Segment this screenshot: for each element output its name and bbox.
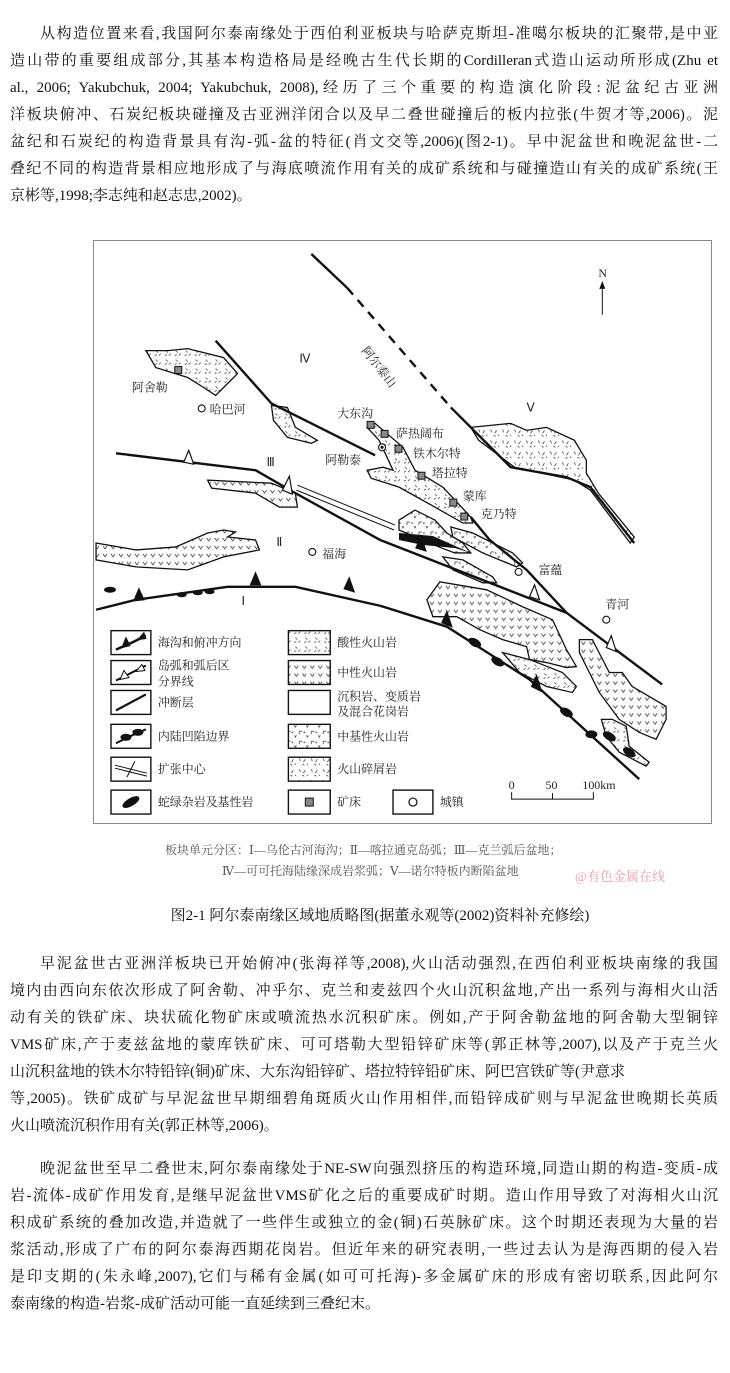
paragraph-3	[10, 1156, 718, 1318]
legend-label-sed-2: 及混合花岗岩	[337, 704, 409, 719]
spreading-center	[296, 490, 394, 530]
place-label-ashele: 阿舍勒	[131, 380, 168, 395]
text-line: 洋板块俯冲、石炭纪板块碰撞及古亚洲洋闭合以及早二叠世碰撞后的板内拉张(牛贺才等,2006)。泥	[10, 107, 718, 123]
figure-caption: 图2-1 阿尔泰南缘区域地质略图(据董永观等(2002)资料补充修绘)	[170, 908, 590, 924]
text-line: 盆纪和石炭纪的构造背景具有沟-弧-盆的特征(肖文交等,2006)(图2-1)。早中泥盆世和晚泥盆世-二	[10, 134, 718, 150]
legend-label-deposit: 矿床	[337, 795, 362, 810]
text-line: 境内由西向东依次形成了阿舍勒、冲乎尔、克兰和麦兹四个火山沉积盆地,产出一系列与海相火山活	[10, 983, 718, 999]
legend-label-town: 城镇	[439, 795, 464, 810]
text-line: 晚泥盆世至早二叠世末,阿尔泰南缘处于NE-SW向强烈挤压的构造环境,同造山期的构造-变质-成	[40, 1161, 718, 1177]
text-line: 从构造位置来看,我国阿尔泰南缘处于西伯利亚板块与哈萨克斯坦-准噶尔板块的汇聚带,是中亚	[40, 26, 718, 42]
altai-mountain-label: 阿尔泰山	[358, 343, 400, 391]
text-line: 泰南缘的构造-岩浆-成矿活动可能一直延续到三叠纪末。	[10, 1296, 380, 1312]
legend-label-midbasic: 中基性火山岩	[337, 729, 409, 744]
place-label-sarekuobu: 萨热阔布	[396, 426, 444, 441]
text-line: 是印支期的(朱永峰,2007),它们与稀有金属(如可可托海)-多金属矿床的形成有密切联系,因此阿尔	[10, 1269, 718, 1285]
unit-label-i: Ⅰ	[241, 593, 246, 608]
midbasic-volcanic-patch	[443, 557, 497, 583]
text-line: 京彬等,1998;李志纯和赵志忠,2002)。	[10, 188, 252, 204]
deposit-icon	[450, 499, 457, 506]
legend-label-arc-2: 分界线	[157, 674, 194, 689]
text-line: 叠纪不同的构造背景相应地形成了与海底喷流作用有关的成矿系统和与碰撞造山有关的成矿系统(王	[10, 161, 718, 177]
svg-text:100km: 100km	[582, 778, 616, 793]
town-icon	[515, 568, 522, 575]
unit-label-ii: Ⅱ	[276, 534, 283, 549]
text-line: 动有关的铁矿床、块状硫化物矿床或喷流热水沉积矿床。例如,产于阿舍勒盆地的阿舍勒大型铜锌	[10, 1010, 718, 1026]
town-icon	[309, 548, 316, 555]
map-legend	[111, 631, 465, 814]
deposit-icon	[418, 472, 425, 479]
text-line: 造山带的重要组成部分,其基本构造格局是经晚古生代长期的Cordilleran式造山运动所形成(Zhu et	[10, 53, 718, 69]
spreading-center	[297, 485, 395, 525]
svg-text:50: 50	[545, 778, 558, 793]
deposit-icon	[381, 430, 388, 437]
place-label-dadonggou: 大东沟	[337, 406, 374, 421]
svg-text:N: N	[598, 265, 607, 280]
legend-label-acid: 酸性火山岩	[337, 635, 397, 650]
figure-note-line-1: 板块单元分区：Ⅰ—乌伦古河海沟；Ⅱ—喀拉通克岛弧；Ⅲ—克兰弧后盆地；	[165, 843, 562, 857]
altai-dashed-line	[347, 288, 451, 408]
place-label-aletai: 阿勒泰	[325, 453, 362, 468]
legend-label-ophiolite: 蛇绿杂岩及基性岩	[157, 795, 254, 810]
place-label-fuhai: 福海	[322, 546, 347, 561]
geologic-map-figure	[93, 240, 712, 824]
place-label-mengku: 蒙库	[462, 489, 487, 504]
scale-bar	[509, 778, 617, 799]
legend-label-intermediate: 中性火山岩	[337, 665, 397, 680]
unit-label-v: Ⅴ	[526, 400, 535, 415]
deposit-icon	[175, 367, 182, 374]
legend-label-trench: 海沟和俯冲方向	[157, 635, 242, 650]
deposit-icon	[367, 421, 374, 428]
text-line: VMS矿床,产于麦兹盆地的蒙库铁矿床、可可塔勒大型铅锌矿床等(郭正林等,2007),以及产于克兰火	[10, 1037, 718, 1053]
map-drawing	[94, 241, 711, 823]
paragraph-2	[10, 951, 718, 1140]
text-line: 火山喷流沉积作用有关(郭正林等,2006)。	[10, 1118, 279, 1134]
town-icon	[381, 446, 383, 448]
text-line: 山沉积盆地的铁木尔特铅锌(铜)矿床、大东沟铅锌矿、塔拉特锌铅矿床、阿巴宫铁矿等(尹意求	[10, 1064, 625, 1080]
legend-label-arc-1: 岛弧和弧后区	[157, 658, 230, 673]
deposit-icon	[461, 513, 468, 520]
text-line: 岩-流体-成矿作用发育,是继早泥盆世VMS矿化之后的重要成矿时期。造山作用导致了对海相火山沉	[10, 1188, 718, 1204]
place-label-fuyun: 富蕴	[538, 562, 563, 577]
intermediate-volcanic-patch	[96, 530, 259, 570]
acid-volcanic-patch	[271, 405, 317, 443]
deposit-icon	[395, 445, 402, 452]
clastic-volcanic-patch	[471, 423, 634, 543]
boundary-line-top	[311, 254, 347, 288]
figure-note-line-2: Ⅳ—可可托海陆缘深成岩浆弧；Ⅴ—诺尔特板内断陷盆地	[222, 864, 519, 878]
watermark: @有色金属在线	[575, 869, 665, 884]
unit-label-iii: Ⅲ	[266, 455, 275, 470]
text-line: 浆活动,形成了广布的阿尔泰海西期花岗岩。但近年来的研究表明,一些过去认为是海西期的侵入岩	[10, 1242, 718, 1258]
legend-label-clastic: 火山碎屑岩	[337, 762, 397, 777]
place-label-tiemuerte: 铁木尔特	[412, 446, 461, 461]
place-label-qinghe: 青河	[605, 597, 630, 612]
legend-label-sed-1: 沉积岩、变质岩	[337, 689, 421, 704]
town-icon	[198, 405, 205, 412]
svg-text:0: 0	[508, 778, 515, 793]
text-line: 积成矿系统的叠加改造,并造就了一些伴生或独立的金(铜)石英脉矿床。这个时期还表现为大量的岩	[10, 1215, 718, 1231]
place-label-habahe: 哈巴河	[209, 402, 246, 417]
town-icon	[603, 616, 610, 623]
place-label-kenaite: 克乃特	[480, 507, 517, 522]
paragraph-1	[10, 21, 718, 210]
text-line: 早泥盆世古亚洲洋板块已开始俯冲(张海祥等,2008),火山活动强烈,在西伯利亚板块南缘的我国	[40, 956, 718, 972]
legend-label-thrust: 冲断层	[157, 695, 194, 710]
north-arrow-icon	[598, 266, 607, 315]
legend-label-rift: 内陆凹陷边界	[157, 729, 230, 744]
intermediate-volcanic-patch	[208, 480, 298, 507]
place-label-talate: 塔拉特	[431, 466, 468, 481]
text-line: 等,2005)。铁矿成矿与早泥盆世早期细碧角斑质火山作用相伴,而铅锌成矿则与早泥盆世晚期长英质	[10, 1091, 718, 1107]
legend-label-spread: 扩张中心	[157, 762, 206, 777]
unit-label-iv: Ⅳ	[299, 351, 311, 366]
text-line: al., 2006; Yakubchuk, 2004; Yakubchuk, 2008),经历了三个重要的构造演化阶段:泥盆纪古亚洲	[10, 80, 718, 96]
